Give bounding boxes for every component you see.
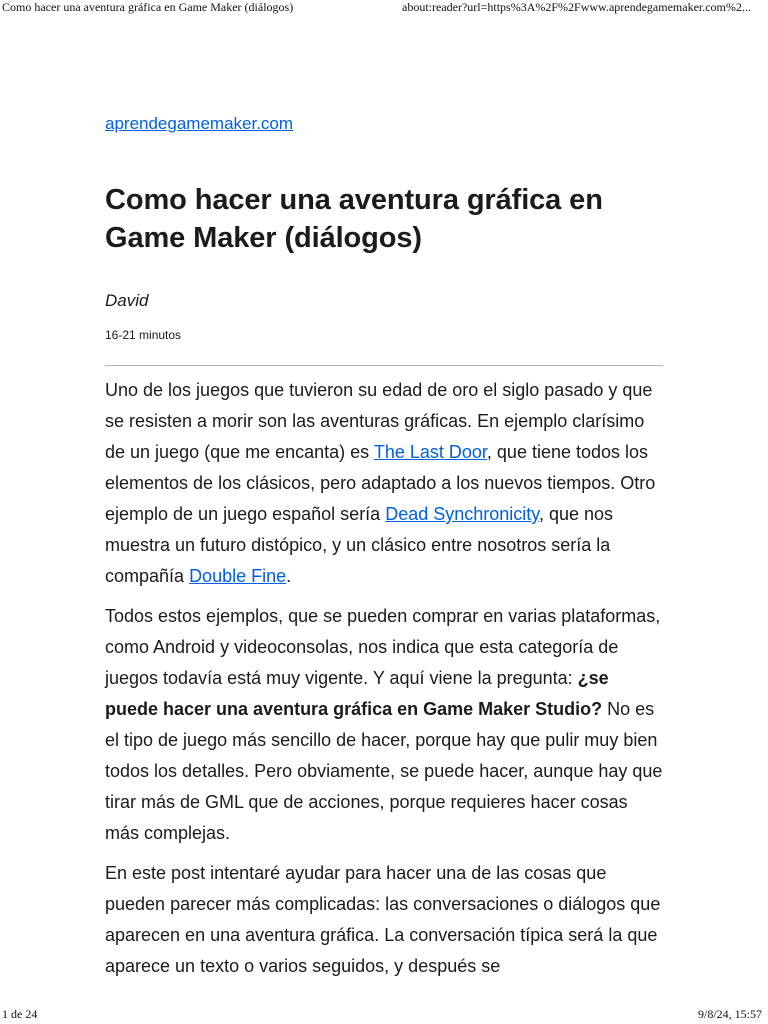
paragraph-1 xyxy=(105,375,663,592)
source-domain-link[interactable]: aprendegamemaker.com xyxy=(105,114,294,133)
print-datetime: 9/8/24, 15:57 xyxy=(697,1007,762,1021)
article-author: David xyxy=(105,291,149,310)
link-the-last-door[interactable]: The Last Door xyxy=(373,442,487,462)
reader-article xyxy=(105,112,663,982)
page-counter: 1 de 24 xyxy=(2,1007,38,1021)
paragraph-text: . xyxy=(286,566,292,586)
paragraph-3 xyxy=(105,858,663,982)
print-footer xyxy=(0,1007,768,1023)
paragraph-text: No es el tipo de juego más sencillo de hacer, porque hay que pulir muy bien todos los detalles. Pero obviamente, se puede hacer, aunque hay que tirar más de GML que de acciones, porque requieres hacer cosas más complejas. xyxy=(105,699,663,843)
paragraph-text: , que tiene todos los elementos de los clásicos, pero adaptado a los nuevos tiempos. Otro ejemplo de un juego español sería xyxy=(105,442,656,524)
print-header xyxy=(0,0,768,16)
paragraph-text: Todos estos ejemplos, que se pueden comprar en varias plataformas, como Android y videoconsolas, nos indica que esta categoría de juegos todavía está muy vigente. Y aquí viene la pregunta: xyxy=(105,606,661,688)
paragraph-2 xyxy=(105,601,663,849)
print-header-title: Como hacer una aventura gráfica en Game Maker (diálogos) xyxy=(2,0,294,14)
bold-question: ¿se puede hacer una aventura gráfica en Game Maker Studio? xyxy=(105,668,609,719)
link-dead-synchronicity[interactable]: Dead Synchronicity xyxy=(385,504,539,524)
link-double-fine[interactable]: Double Fine xyxy=(189,566,287,586)
reading-time: 16-21 minutos xyxy=(105,328,182,342)
paragraph-text: En este post intentaré ayudar para hacer una de las cosas que pueden parecer más complicadas: las conversaciones o diálogos que aparecen en una aventura gráfica. La conversación típica será la que aparece un texto o varios seguidos, y después se xyxy=(105,863,661,976)
paragraph-text: , que nos muestra un futuro distópico, y un clásico entre nosotros sería la compañía xyxy=(105,504,614,586)
paragraph-text: Uno de los juegos que tuvieron su edad de oro el siglo pasado y que se resisten a morir son las aventuras gráficas. En ejemplo clarísimo de un juego (que me encanta) es xyxy=(105,380,653,462)
article-title: Como hacer una aventura gráfica en Game Maker (diálogos) xyxy=(105,184,603,254)
print-header-url: about:reader?url=https%3A%2F%2Fwww.aprendegamemaker.com%2... xyxy=(402,0,751,14)
header-divider xyxy=(105,365,663,366)
